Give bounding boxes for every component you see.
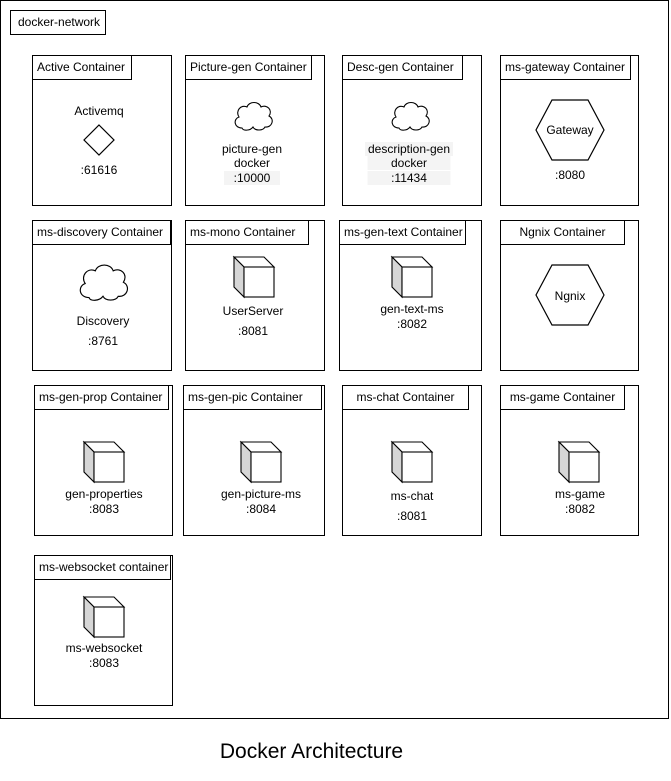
cloud-icon [75, 259, 131, 303]
container-title: ms-chat Container [342, 385, 469, 410]
container-title: Active Container [32, 55, 132, 80]
ms-gen-prop-container[interactable] [34, 385, 173, 536]
container-title: Picture-gen Container [185, 55, 312, 80]
cube-icon [391, 256, 433, 298]
ms-discovery-container[interactable] [32, 220, 172, 371]
service-name-line2: docker [233, 156, 271, 170]
service-port: :10000 [224, 171, 280, 185]
service-name: Discovery [76, 314, 130, 328]
container-title: ms-gen-text Container [339, 220, 466, 245]
ms-mono-container[interactable] [185, 220, 325, 371]
service-port: :8081 [237, 324, 269, 338]
service-port: :8084 [245, 502, 277, 516]
container-title: ms-gen-pic Container [183, 385, 322, 410]
ms-gen-pic-container[interactable] [183, 385, 325, 536]
service-name-line1: picture-gen [221, 142, 283, 156]
service-name: gen-properties [65, 487, 143, 501]
container-title: ms-websocket container [34, 555, 171, 580]
service-port: :8083 [88, 656, 120, 670]
cloud-icon [388, 98, 432, 132]
ms-chat-container[interactable] [342, 385, 482, 536]
ms-game-container[interactable] [500, 385, 639, 536]
container-title: ms-game Container [500, 385, 625, 410]
service-name-line2: docker [368, 156, 451, 170]
service-name-line1: description-gen [365, 142, 453, 156]
docker-network-label: docker-network [10, 10, 106, 35]
container-title: ms-mono Container [185, 220, 309, 245]
service-name: Gateway [546, 123, 594, 137]
active-container[interactable] [32, 55, 172, 206]
service-port: :8761 [87, 334, 119, 348]
cube-icon [83, 441, 125, 483]
cloud-icon [231, 98, 275, 132]
service-name: Ngnix [554, 289, 586, 303]
diamond-icon [83, 124, 115, 156]
service-port: :8082 [396, 317, 428, 331]
cube-icon [233, 256, 275, 298]
service-port: :61616 [80, 163, 118, 177]
service-name: gen-picture-ms [220, 487, 302, 501]
cube-icon [558, 441, 600, 483]
service-name: Activemq [74, 104, 124, 118]
container-title: ms-gen-prop Container [34, 385, 169, 410]
service-port: :8080 [554, 168, 586, 182]
service-port: :8082 [564, 502, 596, 516]
service-name: ms-chat [390, 489, 434, 503]
service-name: gen-text-ms [380, 302, 444, 316]
diagram-caption: Docker Architecture [219, 740, 404, 763]
ms-websocket-container[interactable] [34, 555, 173, 706]
desc-gen-container[interactable] [342, 55, 482, 206]
service-port: :8081 [396, 509, 428, 523]
ms-gen-text-container[interactable] [339, 220, 482, 371]
cube-icon [240, 441, 282, 483]
service-port: :8083 [88, 502, 120, 516]
ngnix-container[interactable] [500, 220, 639, 371]
service-name: ms-game [554, 487, 606, 501]
container-title: ms-discovery Container [32, 220, 171, 245]
container-title: Desc-gen Container [342, 55, 463, 80]
service-port: :11434 [368, 171, 451, 185]
service-name: ms-websocket [65, 641, 143, 655]
picture-gen-container[interactable] [185, 55, 325, 206]
ms-gateway-container[interactable] [500, 55, 639, 206]
cube-icon [391, 441, 433, 483]
container-title: Ngnix Container [500, 220, 625, 245]
cube-icon [83, 596, 125, 638]
container-title: ms-gateway Container [500, 55, 631, 80]
service-name: UserServer [222, 304, 284, 318]
